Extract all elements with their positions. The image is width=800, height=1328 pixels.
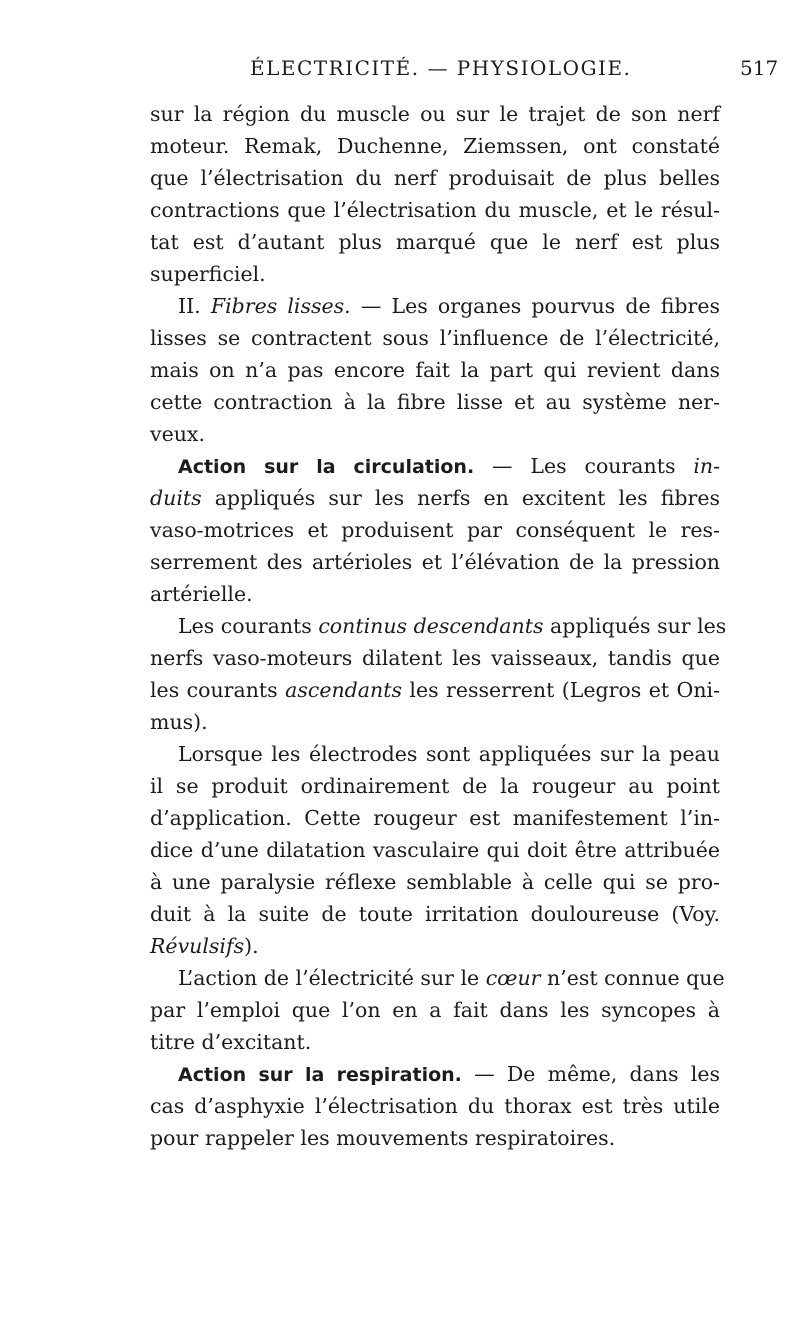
text-segment: les resserrent (Legros et Oni- [401, 678, 721, 702]
text-line [150, 1090, 720, 1122]
italic-text: Fibres lisses. [210, 294, 351, 318]
text-segment: par l’emploi que l’on en a fait dans les syncopes à [150, 998, 720, 1022]
text-line [150, 514, 720, 546]
text-line [150, 130, 720, 162]
text-line [150, 546, 720, 578]
text-segment: il se produit ordinairement de la rougeur au point [150, 774, 720, 798]
text-line [150, 706, 720, 738]
italic-text: continus descendants [318, 614, 544, 638]
text-line [150, 386, 720, 418]
page-number: 517 [740, 56, 779, 80]
italic-text: in- [693, 454, 721, 478]
text-segment: — Les courants [474, 454, 694, 478]
text-segment: titre d’excitant. [150, 1030, 312, 1054]
text-segment: artérielle. [150, 582, 253, 606]
text-segment: — Les organes pourvus de fibres [350, 294, 720, 318]
text-segment: les courants [150, 678, 286, 702]
text-line [150, 994, 720, 1026]
text-line [150, 610, 727, 642]
text-segment: nerfs vaso-moteurs dilatent les vaisseaux, tandis que [150, 646, 720, 670]
text-line [150, 194, 720, 226]
section-heading: Action sur la respiration. [178, 1064, 462, 1086]
text-line [150, 450, 720, 482]
text-segment: contractions que l’électrisation du muscle, et le résul- [150, 198, 720, 222]
text-segment: II. [178, 294, 211, 318]
text-segment: à une paralysie réflexe semblable à celle qui se pro- [150, 870, 720, 894]
text-line [150, 354, 720, 386]
text-segment: lisses se contractent sous l’influence de l’électricité, [150, 326, 720, 350]
italic-text: duits [150, 486, 202, 510]
text-line [150, 738, 720, 770]
text-segment: — De même, dans les [461, 1062, 720, 1086]
text-segment: sur la région du muscle ou sur le trajet de son nerf [150, 102, 720, 126]
body-text [150, 98, 727, 1154]
text-segment: que l’électrisation du nerf produisait de plus belles [150, 166, 720, 190]
running-head: ÉLECTRICITÉ. — PHYSIOLOGIE. [250, 56, 632, 80]
text-line [150, 770, 720, 802]
text-line [150, 866, 720, 898]
section-heading: Action sur la circulation. [178, 456, 475, 478]
text-segment: vaso-motrices et produisent par conséquent le res- [150, 518, 720, 542]
text-line [150, 162, 720, 194]
text-line [150, 258, 720, 290]
text-segment: appliqués sur les [543, 614, 727, 638]
text-segment: d’application. Cette rougeur est manifestement l’in- [150, 806, 720, 830]
text-segment: serrement des artérioles et l’élévation de la pression [150, 550, 720, 574]
text-line [150, 482, 720, 514]
text-segment: superficiel. [150, 262, 266, 286]
text-segment: L’action de l’électricité sur le [178, 966, 486, 990]
text-line [150, 1122, 720, 1154]
text-segment: mus). [150, 710, 208, 734]
text-segment: Lorsque les électrodes sont appliquées sur la peau [178, 742, 720, 766]
page-header [0, 50, 800, 90]
text-segment: tat est d’autant plus marqué que le nerf est plus [150, 230, 720, 254]
text-segment: ). [244, 934, 259, 958]
text-segment: cas d’asphyxie l’électrisation du thorax est très utile [150, 1094, 720, 1118]
text-segment: pour rappeler les mouvements respiratoires. [150, 1126, 616, 1150]
text-line [150, 834, 720, 866]
text-line [150, 930, 720, 962]
text-line [150, 322, 720, 354]
italic-text: Révulsifs [150, 934, 245, 958]
text-segment: duit à la suite de toute irritation douloureuse (Voy. [150, 902, 720, 926]
text-segment: Les courants [178, 614, 319, 638]
text-line [150, 962, 725, 994]
text-line [150, 226, 720, 258]
text-line [150, 898, 720, 930]
italic-text: ascendants [285, 678, 402, 702]
text-segment: appliqués sur les nerfs en excitent les fibres [201, 486, 720, 510]
text-line [150, 98, 720, 130]
text-segment: n’est connue que [540, 966, 725, 990]
text-segment: mais on n’a pas encore fait la part qui revient dans [150, 358, 720, 382]
text-segment: cette contraction à la fibre lisse et au système ner- [150, 390, 720, 414]
text-line [150, 1058, 720, 1090]
text-line [150, 802, 720, 834]
text-line [150, 1026, 720, 1058]
text-segment: moteur. Remak, Duchenne, Ziemssen, ont constaté [150, 134, 720, 158]
text-line [150, 674, 720, 706]
text-line [150, 642, 720, 674]
text-segment: veux. [150, 422, 205, 446]
text-segment: dice d’une dilatation vasculaire qui doit être attribuée [150, 838, 720, 862]
italic-text: cœur [485, 966, 541, 990]
text-line [150, 418, 720, 450]
text-line [150, 290, 720, 322]
text-line [150, 578, 720, 610]
